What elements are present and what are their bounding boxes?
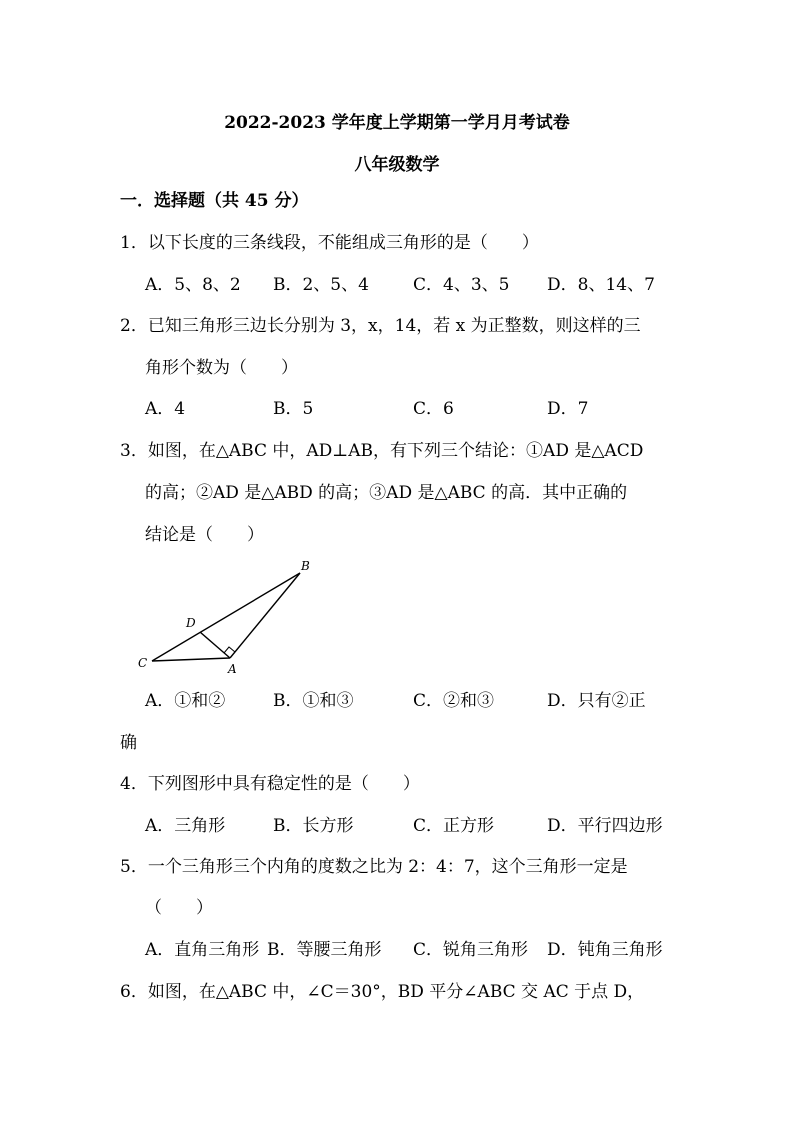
question-5-option-b: B．等腰三角形 (267, 940, 382, 960)
question-1-option-b: B．2、5、4 (273, 275, 369, 295)
question-6-text: 6．如图，在△ABC 中，∠C＝30°，BD 平分∠ABC 交 AC 于点 D， (120, 982, 645, 1002)
question-4-option-d: D．平行四边形 (547, 816, 663, 836)
question-4-text: 4．下列图形中具有稳定性的是（ ） (120, 774, 420, 794)
exam-subtitle: 八年级数学 (354, 155, 440, 175)
question-1-option-c: C．4、3、5 (413, 275, 510, 295)
question-5-option-d: D．钝角三角形 (547, 940, 663, 960)
question-3-option-d: D．只有②正 (547, 691, 646, 711)
question-5-option-c: C．锐角三角形 (413, 940, 529, 960)
question-2-option-b: B．5 (273, 399, 314, 419)
question-3-option-b: B．①和③ (273, 691, 354, 711)
question-1-option-d: D．8、14、7 (547, 275, 655, 295)
question-3-option-a: A．①和② (145, 691, 226, 711)
question-3-text-line3: 结论是（ ） (145, 525, 264, 545)
question-1-text: 1．以下长度的三条线段，不能组成三角形的是（ ） (120, 233, 539, 253)
question-3-text-line1: 3．如图，在△ABC 中，AD⊥AB，有下列三个结论：①AD 是△ACD (120, 441, 644, 461)
question-2-option-a: A．4 (145, 399, 186, 419)
figure-label-a: A (228, 662, 237, 676)
question-4-option-c: C．正方形 (413, 816, 495, 836)
question-2-text-line1: 2．已知三角形三边长分别为 3，x，14，若 x 为正整数，则这样的三 (120, 316, 641, 336)
figure-label-b: B (301, 559, 310, 573)
question-5-text-line1: 5．一个三角形三个内角的度数之比为 2：4：7，这个三角形一定是 (120, 857, 628, 877)
exam-title: 2022-2023 学年度上学期第一学月月考试卷 (224, 113, 570, 133)
figure-label-d: D (186, 616, 196, 630)
question-5-option-a: A．直角三角形 (145, 940, 260, 960)
question-2-option-d: D．7 (547, 399, 589, 419)
question-2-text-line2: 角形个数为（ ） (145, 358, 298, 378)
question-3-text-line2: 的高；②AD 是△ABD 的高；③AD 是△ABC 的高．其中正确的 (145, 483, 628, 503)
question-2-option-c: C．6 (413, 399, 454, 419)
figure-label-c: C (138, 656, 148, 670)
question-3-option-c: C．②和③ (413, 691, 495, 711)
section-heading: 一．选择题（共 45 分） (120, 191, 309, 211)
question-1-option-a: A．5、8、2 (145, 275, 241, 295)
question-5-text-line2: （ ） (145, 898, 213, 918)
triangle-figure (130, 555, 330, 680)
question-4-option-b: B．长方形 (273, 816, 354, 836)
question-3-option-d-wrap: 确 (120, 733, 137, 753)
question-4-option-a: A．三角形 (145, 816, 226, 836)
